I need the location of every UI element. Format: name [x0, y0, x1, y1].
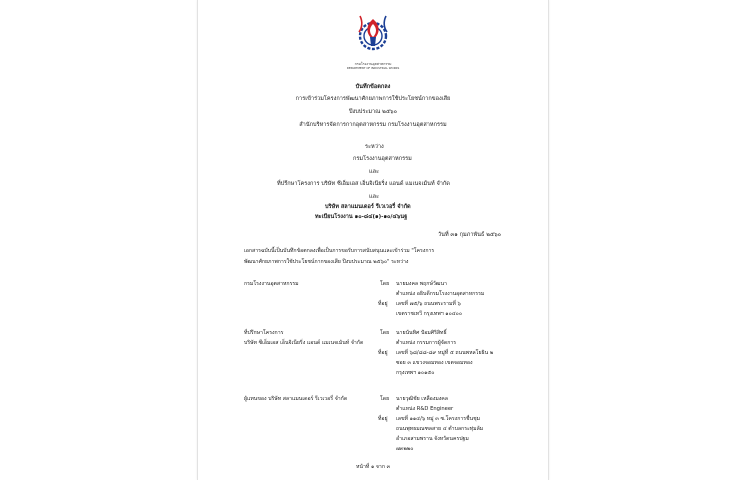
title-line-2: การเข้าร่วมโครงการพัฒนาศักยภาพการใช้ประโยชน์กากของเสีย — [295, 96, 451, 102]
between-label: ระหว่าง — [365, 144, 384, 150]
party-1-addr-label: ที่อยู่ — [378, 301, 388, 307]
party-2-addr-line: กรุงเทพฯ ๑๐๑๕๐ — [396, 370, 435, 376]
party-3-by-value: นายวุฒิชัย เหลืองมงคล — [396, 396, 448, 402]
party-1: กรมโรงงานอุตสาหกรรม — [353, 156, 412, 162]
party-2: ที่ปรึกษาโครงการ บริษัท ซีเอ็มเอส เอ็นจิเนียริ่ง แอนด์ แมเนจเม้นท์ จำกัด — [277, 181, 450, 187]
party-3-position: ตำแหน่ง R&D Engineer — [396, 406, 454, 412]
party-3-registration: ทะเบียนโรงงาน ๑๐-๘๔(๑)-๑๐/๔๖นฐ — [315, 214, 408, 220]
party-1-by-label: โดย — [380, 281, 390, 287]
party-3-addr-line: ถนนพุทธมณฑลสาย ๔ ตำบลกระทุ่มล้ม — [396, 426, 484, 432]
party-2-addr-label: ที่อยู่ — [378, 350, 388, 356]
party-2-addr-line: เลขที่ ๖๘/๘๘-๘๙ หมู่ที่ ๕ ถนนพหลโยธิน ๒ — [396, 350, 494, 356]
page-number: หน้าที่ ๑ จาก ๓ — [356, 464, 391, 470]
and-label-1: และ — [369, 169, 380, 175]
doc-heading: บันทึกข้อตกลง — [355, 84, 391, 90]
party-3-addr-line: เลขที่ ๑๑๔/๖ หมู่ ๓ ซ.โครงการชื่นชุม — [396, 416, 481, 422]
party-3-addr-line: อำเภอสามพราน จังหวัดนครปฐม — [396, 436, 469, 442]
party-2-name: บริษัท ซีเอ็มเอส เอ็นจิเนียริ่ง แอนด์ แมเนจเม้นท์ จำกัด — [244, 340, 364, 346]
party-1-position: ตำแหน่ง อธิบดีกรมโรงงานอุตสาหกรรม — [396, 291, 485, 297]
preamble-line-2: พัฒนาศักยภาพการใช้ประโยชน์กากของเสีย ปีงบประมาณ ๒๕๖๐" ระหว่าง — [244, 259, 409, 265]
title-line-4: สำนักบริหารจัดการกากอุตสาหกรรม กรมโรงงานอุตสาหกรรม — [299, 122, 447, 128]
party-2-name: ที่ปรึกษาโครงการ — [244, 330, 284, 336]
party-3-name: ผู้แทนของ บริษัท สลาแมนเดอร์ รีเวเวอรี่ จำกัด — [244, 396, 348, 402]
party-3-addr-label: ที่อยู่ — [378, 416, 388, 422]
party-1-addr-line: เขตราชเทวี กรุงเทพฯ ๑๐๔๐๐ — [396, 311, 463, 317]
party-2-addr-line: ซอย ๓ แขวงจอมทอง เขตจอมทอง — [396, 360, 473, 366]
party-1-name: กรมโรงงานอุตสาหกรรม — [244, 281, 299, 287]
party-2-by-value: นายนันทิศ ป้อมศิริสิทธิ์ — [396, 330, 447, 336]
logo-org-name-en: DEPARTMENT OF INDUSTRIAL WORKS — [346, 66, 400, 70]
party-3: บริษัท สลาแมนเดอร์ รีเวเวอรี่ จำกัด — [325, 204, 411, 210]
gear-flame-emblem-icon — [350, 10, 396, 60]
party-3-by-label: โดย — [380, 396, 390, 402]
department-logo — [350, 10, 396, 60]
document-date: วันที่ ๓๑ กุมภาพันธ์ ๒๕๖๐ — [438, 232, 502, 238]
logo-org-name: กรมโรงงานอุตสาหกรรม — [354, 62, 392, 66]
party-2-position: ตำแหน่ง กรรมการผู้จัดการ — [396, 340, 457, 346]
party-1-by-value: นายมงคล พฤกษ์วัฒนา — [396, 281, 447, 287]
party-3-addr-line: ๗๓๒๒๐ — [396, 446, 414, 452]
title-line-3: ปีงบประมาณ ๒๕๖๐ — [348, 109, 398, 115]
party-2-by-label: โดย — [380, 330, 390, 336]
document-page — [197, 0, 549, 480]
party-1-addr-line: เลขที่ ๗๕/๖ ถนนพระรามที่ ๖ — [396, 301, 461, 307]
and-label-2: และ — [369, 194, 380, 200]
preamble-line-1: เอกสารฉบับนี้เป็นบันทึกข้อตกลงเพื่อเป็นการขอรับการสนับสนุนและเข้าร่วม "โครงการ — [244, 248, 435, 254]
